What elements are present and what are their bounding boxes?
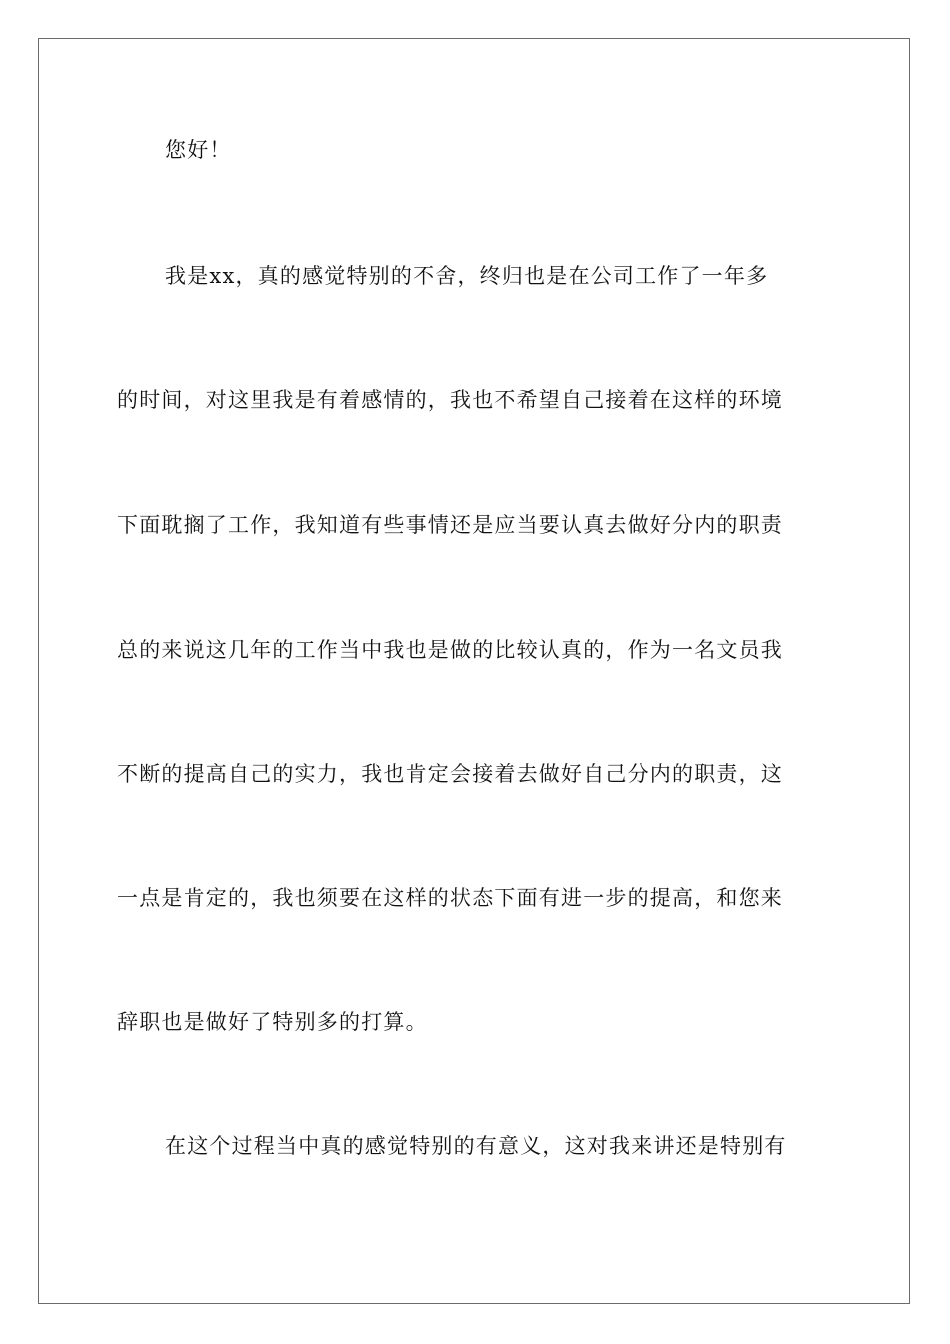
paragraph-1-line-1: 我是xx，真的感觉特别的不舍，终归也是在公司工作了一年多: [165, 264, 769, 288]
paragraph-2-line-1: 在这个过程当中真的感觉特别的有意义，这对我来讲还是特别有: [165, 1134, 787, 1158]
paragraph-1-line-5: 不断的提高自己的实力，我也肯定会接着去做好自己分内的职责，这: [117, 762, 783, 786]
paragraph-1-line-6: 一点是肯定的，我也须要在这样的状态下面有进一步的提高，和您来: [117, 886, 783, 910]
greeting-line: 您好！: [165, 138, 232, 162]
page-frame: [38, 38, 910, 1304]
paragraph-1-line-7: 辞职也是做好了特别多的打算。: [117, 1010, 428, 1034]
paragraph-1-line-3: 下面耽搁了工作，我知道有些事情还是应当要认真去做好分内的职责: [117, 513, 783, 537]
paragraph-1-line-4: 总的来说这几年的工作当中我也是做的比较认真的，作为一名文员我: [117, 638, 783, 662]
paragraph-1-line-2: 的时间，对这里我是有着感情的，我也不希望自己接着在这样的环境: [117, 388, 783, 412]
